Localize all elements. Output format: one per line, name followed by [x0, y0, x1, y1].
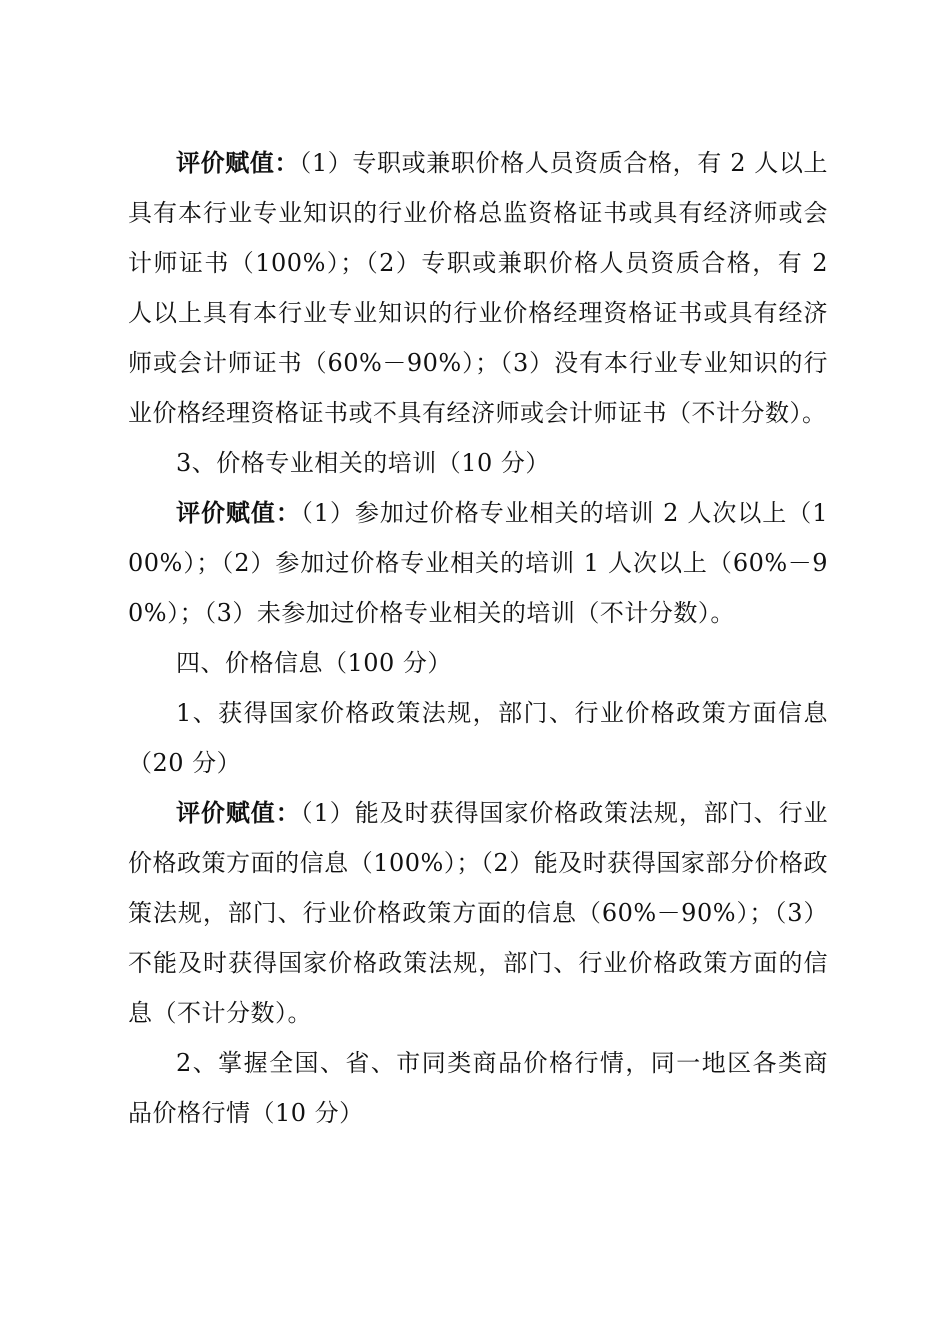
paragraph-text: 3、价格专业相关的培训（10 分） [176, 449, 550, 477]
paragraph-evaluation-training [128, 488, 828, 638]
evaluation-label: 评价赋值： [176, 148, 300, 177]
paragraph-text: 四、价格信息（100 分） [176, 649, 452, 677]
paragraph-text: 2、掌握全国、省、市同类商品价格行情，同一地区各类商品价格行情（10 分） [128, 1049, 828, 1127]
heading-market-prices [128, 1038, 828, 1138]
evaluation-label: 评价赋值： [176, 498, 301, 527]
paragraph-text: 1、获得国家价格政策法规，部门、行业价格政策方面信息（20 分） [128, 699, 828, 777]
heading-price-info [128, 638, 828, 688]
heading-policy-info [128, 688, 828, 788]
paragraph-evaluation-policy [128, 788, 828, 1038]
document-page [128, 138, 828, 1138]
heading-training [128, 438, 828, 488]
paragraph-text: （1）能及时获得国家价格政策法规，部门、行业价格政策方面的信息（100%）；（2）能及时获得国家部分价格政策法规，部门、行业价格政策方面的信息（60%－90%）；（3）不能及时获得国家价格政策法规，部门、行业价格政策方面的信息（不计分数）。 [128, 799, 829, 1027]
paragraph-text: （1）专职或兼职价格人员资质合格，有 2 人以上具有本行业专业知识的行业价格总监资格证书或具有经济师或会计师证书（100%）；（2）专职或兼职价格人员资质合格，有 2 人以上具有本行业专业知识的行业价格经理资格证书或具有经济师或会计师证书（60%－90%）；（3）没有本行业专业知识的行业价格经理资格证书或不具有经济师或会计师证书（不计分数）。 [128, 149, 829, 427]
evaluation-label: 评价赋值： [176, 798, 301, 827]
paragraph-text: （1）参加过价格专业相关的培训 2 人次以上（100%）；（2）参加过价格专业相关的培训 1 人次以上（60%－90%）；（3）未参加过价格专业相关的培训（不计分数）。 [128, 499, 828, 627]
paragraph-evaluation-qualification [128, 138, 828, 438]
